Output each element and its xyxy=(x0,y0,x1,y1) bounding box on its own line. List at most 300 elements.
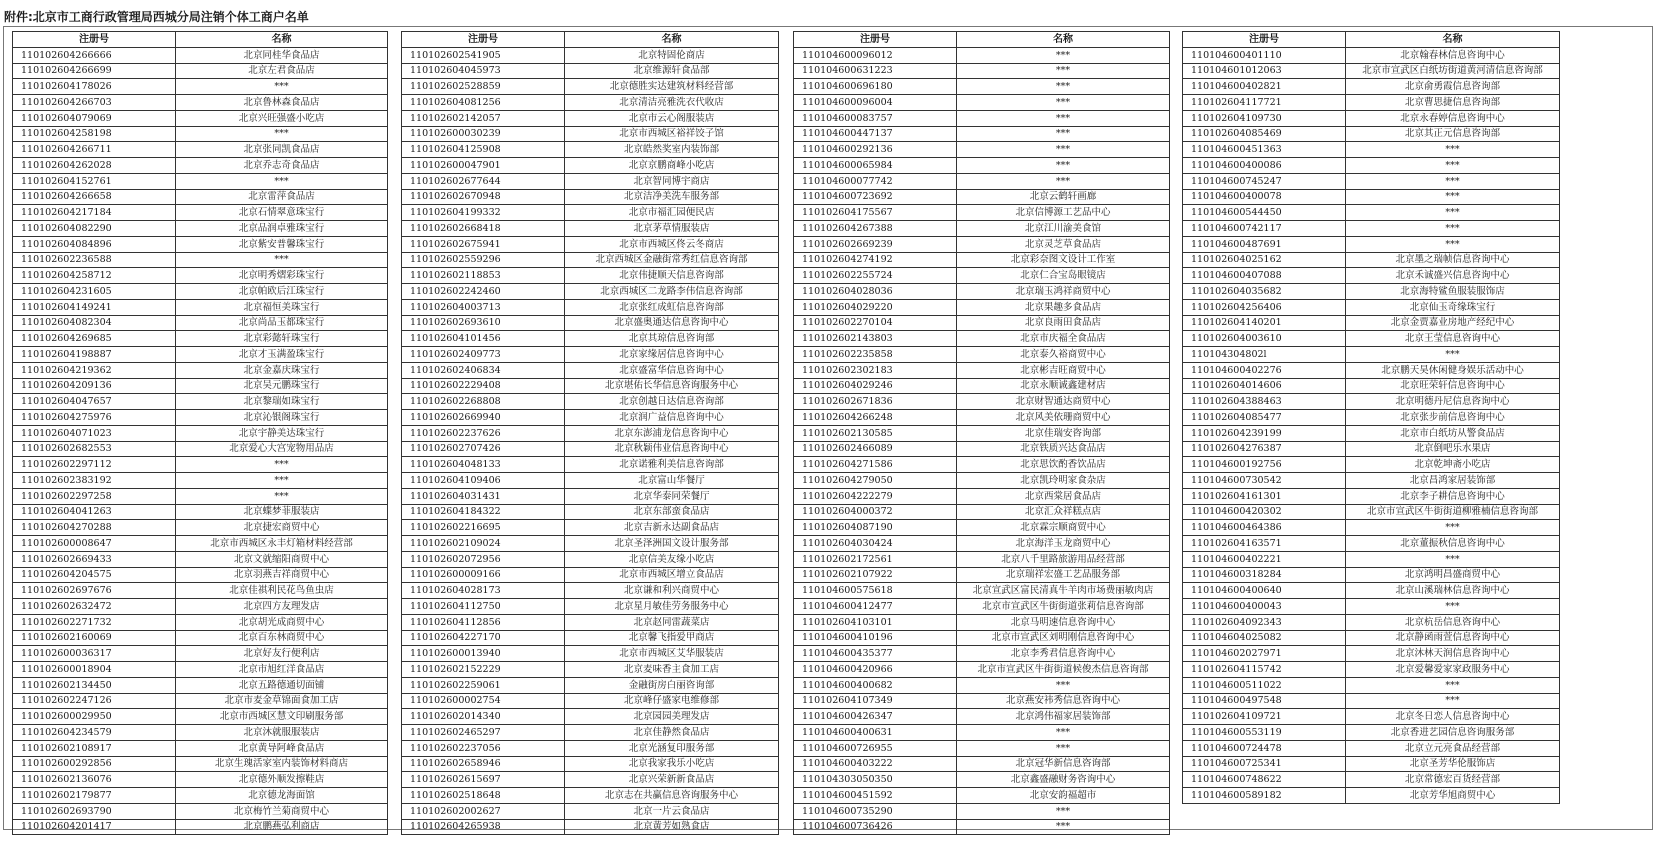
registration-number: 110102602693610 xyxy=(402,315,565,331)
registration-number: 110102604084896 xyxy=(13,236,176,252)
business-name: 北京文就缩阳商贸中心 xyxy=(176,551,388,567)
table-row xyxy=(402,63,779,79)
registration-number: 110102604256406 xyxy=(1183,299,1346,315)
business-name: 北京东澎浦龙信息咨询中心 xyxy=(565,425,779,441)
business-name: 北京冠华新信息咨询部 xyxy=(957,756,1170,772)
registration-number: 110102604045973 xyxy=(402,63,565,79)
table-row xyxy=(1183,504,1560,520)
business-name: *** xyxy=(176,126,388,142)
business-name: 北京四方友理发店 xyxy=(176,599,388,615)
business-name: 北京鸿伟福家居装饰部 xyxy=(957,709,1170,725)
table-row xyxy=(794,520,1170,536)
table-row xyxy=(402,614,779,630)
table-row xyxy=(402,709,779,725)
business-name: 北京信美友缘小吃店 xyxy=(565,551,779,567)
registration-number: 110102602270104 xyxy=(794,315,957,331)
table-row xyxy=(13,772,388,788)
registration-number: 110102604276387 xyxy=(1183,441,1346,457)
registration-number: 110102602707426 xyxy=(402,441,565,457)
business-name: *** xyxy=(1346,677,1560,693)
registration-number: 110104600575618 xyxy=(794,583,957,599)
registration-number: 110102604269685 xyxy=(13,331,176,347)
table-row xyxy=(402,536,779,552)
registration-number: 110102602658946 xyxy=(402,756,565,772)
table-row xyxy=(13,47,388,63)
business-name: 北京市西城区慧文印刷服务部 xyxy=(176,709,388,725)
table-row xyxy=(13,79,388,95)
business-name: 北京宇静美达珠宝行 xyxy=(176,425,388,441)
table-row xyxy=(402,236,779,252)
business-name: 北京好友行便利店 xyxy=(176,646,388,662)
registration-number: 110102604081256 xyxy=(402,95,565,111)
business-name: 北京燕安祎秀信息咨询中心 xyxy=(957,693,1170,709)
business-name: 北京永顺诚鑫建材店 xyxy=(957,378,1170,394)
table-row xyxy=(402,441,779,457)
table-row xyxy=(402,299,779,315)
business-name: *** xyxy=(957,142,1170,158)
registration-number: 110104600735290 xyxy=(794,803,957,819)
registration-number: 110102602518648 xyxy=(402,788,565,804)
business-name: 北京江川渝美食馆 xyxy=(957,221,1170,237)
table-row xyxy=(1183,457,1560,473)
registration-number: 110102604262028 xyxy=(13,158,176,174)
business-name: 北京圣芳华伦服饰店 xyxy=(1346,756,1560,772)
table-row xyxy=(402,756,779,772)
registration-number: 110102602072956 xyxy=(402,551,565,567)
table-row xyxy=(402,362,779,378)
table-row xyxy=(402,803,779,819)
table-row xyxy=(402,504,779,520)
table-row xyxy=(402,457,779,473)
table-row xyxy=(13,504,388,520)
business-name: 北京堪佑长华信息咨询服务中心 xyxy=(565,378,779,394)
business-name: *** xyxy=(1346,205,1560,221)
business-name: 北京星月敏佳劳务服务中心 xyxy=(565,599,779,615)
business-name: 北京光涵复印服务部 xyxy=(565,740,779,756)
business-name: *** xyxy=(957,126,1170,142)
business-name: 北京市宣武区牛街街道柳雅楠信息咨询部 xyxy=(1346,504,1560,520)
table-row xyxy=(1183,441,1560,457)
business-name: 北京紫安普馨珠宝行 xyxy=(176,236,388,252)
table-row xyxy=(13,347,388,363)
table-row xyxy=(13,410,388,426)
business-name: 北京生瑰活家室内装饰材料商店 xyxy=(176,756,388,772)
business-name: 北京黄芳如熟食店 xyxy=(565,819,779,835)
table-row xyxy=(794,331,1170,347)
registration-number: 110102604161301 xyxy=(1183,488,1346,504)
table-row xyxy=(402,551,779,567)
table-row xyxy=(13,803,388,819)
business-name: *** xyxy=(176,173,388,189)
registration-number: 110104600723692 xyxy=(794,189,957,205)
table-row xyxy=(402,126,779,142)
business-name: 北京鹏天昊休闲健身娱乐活动中心 xyxy=(1346,362,1560,378)
registration-number: 110102602160069 xyxy=(13,630,176,646)
registration-number: 110104600435377 xyxy=(794,646,957,662)
registration-number: 110104600401110 xyxy=(1183,47,1346,63)
registration-number: 110102604239199 xyxy=(1183,425,1346,441)
business-name: 北京石情翠意珠宝行 xyxy=(176,205,388,221)
table-row xyxy=(13,536,388,552)
table-header-row xyxy=(13,32,388,48)
registration-number: 110102604117721 xyxy=(1183,95,1346,111)
registration-number: 110102604140201 xyxy=(1183,315,1346,331)
business-name: 北京峰仔盛家电维修部 xyxy=(565,693,779,709)
business-name: *** xyxy=(957,47,1170,63)
business-name: 北京仁合宝岛眼镜店 xyxy=(957,268,1170,284)
registration-number: 110104600451592 xyxy=(794,788,957,804)
registration-number: 110102604149241 xyxy=(13,299,176,315)
business-name: 北京马明速信息咨询中心 xyxy=(957,614,1170,630)
business-name: 北京仙玉奇缘珠宝行 xyxy=(1346,299,1560,315)
table-row xyxy=(402,252,779,268)
header-code: 注册号 xyxy=(13,32,176,48)
table-row xyxy=(13,551,388,567)
table-row xyxy=(794,536,1170,552)
registration-number: 110102604047657 xyxy=(13,394,176,410)
business-name: 北京八千里路旅游用品经营部 xyxy=(957,551,1170,567)
table-row xyxy=(402,284,779,300)
table-row xyxy=(794,173,1170,189)
table-row xyxy=(13,221,388,237)
business-name: 北京市西城区裕祥饺子馆 xyxy=(565,126,779,142)
registration-number: 110102602669940 xyxy=(402,410,565,426)
registration-number: 110102602541905 xyxy=(402,47,565,63)
table-row xyxy=(1183,110,1560,126)
table-row xyxy=(794,63,1170,79)
business-name: 北京其琼信息咨询部 xyxy=(565,331,779,347)
registration-number: 110102602237056 xyxy=(402,740,565,756)
business-name: 北京宣武区富民清真牛羊肉市场费丽敏肉店 xyxy=(957,583,1170,599)
registration-number: 110104600402821 xyxy=(1183,79,1346,95)
business-name: 北京麦味香主食加工店 xyxy=(565,662,779,678)
registration-number: 110102602669239 xyxy=(794,236,957,252)
registration-number: 110102604028036 xyxy=(794,284,957,300)
header-code: 注册号 xyxy=(1183,32,1346,48)
business-name: 北京果趣多食品店 xyxy=(957,299,1170,315)
table-row xyxy=(13,425,388,441)
table-row xyxy=(402,677,779,693)
business-name: *** xyxy=(957,158,1170,174)
business-name: 北京润广益信息咨询中心 xyxy=(565,410,779,426)
registration-number: 110102602669433 xyxy=(13,551,176,567)
registration-number: 110104600447137 xyxy=(794,126,957,142)
registration-number: 110104600724478 xyxy=(1183,740,1346,756)
registration-number: 110102602172561 xyxy=(794,551,957,567)
registration-number: 110102602014340 xyxy=(402,709,565,725)
registration-number: 110102602216695 xyxy=(402,520,565,536)
business-name: 北京爱心大宫宠物用品店 xyxy=(176,441,388,457)
header-code: 注册号 xyxy=(402,32,565,48)
table-row xyxy=(13,173,388,189)
registration-number: 110102604030424 xyxy=(794,536,957,552)
table-row xyxy=(794,457,1170,473)
registration-number: 110102602466089 xyxy=(794,441,957,457)
table-row xyxy=(794,142,1170,158)
registration-number: 110104600726955 xyxy=(794,740,957,756)
business-name: 北京瑞玉鸿祥商贸中心 xyxy=(957,284,1170,300)
registration-number: 110102602130585 xyxy=(794,425,957,441)
table-row xyxy=(1183,709,1560,725)
business-name: 北京兴旺强盛小吃店 xyxy=(176,110,388,126)
business-name: 北京信博源工艺品中心 xyxy=(957,205,1170,221)
registration-number: 110104600736426 xyxy=(794,819,957,835)
business-name: 北京市麦金草锦面食加工店 xyxy=(176,693,388,709)
business-name: 北京德胜实达建筑材料经营部 xyxy=(565,79,779,95)
business-name: *** xyxy=(957,95,1170,111)
registration-number: 110102604125908 xyxy=(402,142,565,158)
registration-number: 110104600544450 xyxy=(1183,205,1346,221)
business-name: 北京倒吧乐水果店 xyxy=(1346,441,1560,457)
registration-number: 110102600030239 xyxy=(402,126,565,142)
business-name: 北京特固伦商店 xyxy=(565,47,779,63)
registration-number: 110104600292136 xyxy=(794,142,957,158)
registration-number: 110104600083757 xyxy=(794,110,957,126)
business-name: 北京市西城区增立食品店 xyxy=(565,567,779,583)
registration-number: 110104600589182 xyxy=(1183,788,1346,804)
registration-number: 110104600192756 xyxy=(1183,457,1346,473)
registration-number: 110102600047901 xyxy=(402,158,565,174)
header-name: 名称 xyxy=(176,32,388,48)
table-row xyxy=(13,252,388,268)
business-name: *** xyxy=(957,803,1170,819)
business-name: 北京志在共赢信息咨询服务中心 xyxy=(565,788,779,804)
business-name: 北京市宣武区白纸坊街道黄河清信息咨询部 xyxy=(1346,63,1560,79)
business-name: 北京东部蛮食品店 xyxy=(565,504,779,520)
table-row xyxy=(794,441,1170,457)
business-name: 北京汇众祥糕点店 xyxy=(957,504,1170,520)
business-name: 北京帕欧后江珠宝行 xyxy=(176,284,388,300)
business-name: *** xyxy=(1346,551,1560,567)
table-row xyxy=(1183,315,1560,331)
table-row xyxy=(794,614,1170,630)
table-row xyxy=(794,378,1170,394)
table-row xyxy=(794,662,1170,678)
business-name: 北京翰春林信息咨询中心 xyxy=(1346,47,1560,63)
table-row xyxy=(402,583,779,599)
business-name: 北京百东林商贸中心 xyxy=(176,630,388,646)
business-name: 北京创越日达信息咨询部 xyxy=(565,394,779,410)
registration-number: 110104600400682 xyxy=(794,677,957,693)
table-row xyxy=(13,142,388,158)
business-name: 北京盛富华信息咨询中心 xyxy=(565,362,779,378)
business-name: *** xyxy=(1346,347,1560,363)
table-row xyxy=(794,583,1170,599)
registration-number: 110102602302183 xyxy=(794,362,957,378)
business-name: 北京乾坤斋小吃店 xyxy=(1346,457,1560,473)
business-name: 北京良雨田食品店 xyxy=(957,315,1170,331)
business-name: 北京羽燕吉祥商贸中心 xyxy=(176,567,388,583)
table-row xyxy=(13,599,388,615)
header-code: 注册号 xyxy=(794,32,957,48)
table-row xyxy=(13,630,388,646)
table-row xyxy=(13,394,388,410)
table-row xyxy=(794,772,1170,788)
business-name: 北京金贾嘉业房地产经纪中心 xyxy=(1346,315,1560,331)
registration-number: 110102604219362 xyxy=(13,362,176,378)
registration-number: 110102604227170 xyxy=(402,630,565,646)
registration-number: 110102604025162 xyxy=(1183,252,1346,268)
business-name: 北京市云心阁服装店 xyxy=(565,110,779,126)
registration-number: 110102604266658 xyxy=(13,189,176,205)
table-row xyxy=(1183,599,1560,615)
registration-number: 110102604071023 xyxy=(13,425,176,441)
table-row xyxy=(1183,331,1560,347)
business-name: 北京市西城区艾华服装店 xyxy=(565,646,779,662)
registration-number: 110102602236588 xyxy=(13,252,176,268)
business-name: 北京风美依珊商贸中心 xyxy=(957,410,1170,426)
table-row xyxy=(13,614,388,630)
table-row xyxy=(1183,95,1560,111)
table-row xyxy=(402,158,779,174)
business-name: *** xyxy=(1346,173,1560,189)
business-name: 北京市福汇园便民店 xyxy=(565,205,779,221)
business-name: 北京香进艺园信息咨询服务部 xyxy=(1346,725,1560,741)
table-row xyxy=(13,740,388,756)
business-name: *** xyxy=(957,819,1170,835)
business-name: 北京才玉满盈珠宝行 xyxy=(176,347,388,363)
registration-number: 110104600318284 xyxy=(1183,567,1346,583)
business-name: 北京京鹏商峰小吃店 xyxy=(565,158,779,174)
table-row xyxy=(1183,740,1560,756)
table-row xyxy=(1183,677,1560,693)
table-row xyxy=(13,693,388,709)
register-table-4 xyxy=(1182,31,1560,804)
business-name: 北京昌鸿家居装饰部 xyxy=(1346,473,1560,489)
table-row xyxy=(1183,221,1560,237)
table-row xyxy=(1183,299,1560,315)
table-row xyxy=(1183,551,1560,567)
business-name: 北京永春婷信息咨询中心 xyxy=(1346,110,1560,126)
table-row xyxy=(402,142,779,158)
business-name: 北京梅竹兰菊商贸中心 xyxy=(176,803,388,819)
registration-number: 110102602693790 xyxy=(13,803,176,819)
table-row xyxy=(13,331,388,347)
registration-number: 110102602632472 xyxy=(13,599,176,615)
business-name: 北京西棠居食品店 xyxy=(957,488,1170,504)
table-row xyxy=(402,567,779,583)
registration-number: 110102602107922 xyxy=(794,567,957,583)
table-row xyxy=(13,819,388,835)
business-name: *** xyxy=(957,110,1170,126)
business-name: 北京凯玲明家食杂店 xyxy=(957,473,1170,489)
registration-number: 110102604014606 xyxy=(1183,378,1346,394)
business-name: 北京富山华餐厅 xyxy=(565,473,779,489)
registration-number: 110104600464386 xyxy=(1183,520,1346,536)
registration-number: 110104600407088 xyxy=(1183,268,1346,284)
business-name: *** xyxy=(1346,158,1560,174)
registration-number: 110104600696180 xyxy=(794,79,957,95)
business-name: *** xyxy=(1346,693,1560,709)
table-row xyxy=(1183,725,1560,741)
table-row xyxy=(402,410,779,426)
table-row xyxy=(1183,614,1560,630)
business-name: *** xyxy=(957,79,1170,95)
table-row xyxy=(1183,378,1560,394)
table-row xyxy=(402,378,779,394)
business-name: *** xyxy=(176,79,388,95)
registration-number: 110102604217184 xyxy=(13,205,176,221)
registration-number: 110102602677644 xyxy=(402,173,565,189)
business-name: 北京芳华旭商贸中心 xyxy=(1346,788,1560,804)
table-row xyxy=(794,158,1170,174)
registration-number: 110104600400640 xyxy=(1183,583,1346,599)
table-row xyxy=(402,646,779,662)
registration-number: 110104600631223 xyxy=(794,63,957,79)
registration-number: 110102602235858 xyxy=(794,347,957,363)
business-name: 北京明秀熠彩珠宝行 xyxy=(176,268,388,284)
table-row xyxy=(1183,79,1560,95)
registration-number: 110102602255724 xyxy=(794,268,957,284)
registration-number: 110102604266711 xyxy=(13,142,176,158)
table-row xyxy=(1183,347,1560,363)
table-row xyxy=(794,236,1170,252)
registration-number: 110104600553119 xyxy=(1183,725,1346,741)
registration-number: 110102602179877 xyxy=(13,788,176,804)
table-row xyxy=(794,394,1170,410)
table-row xyxy=(13,110,388,126)
business-name: 北京胡光成商贸中心 xyxy=(176,614,388,630)
registration-number: 110104600096004 xyxy=(794,95,957,111)
registration-number: 110102602668418 xyxy=(402,221,565,237)
registration-number: 110102602406834 xyxy=(402,362,565,378)
business-name: 北京鲁林森食品店 xyxy=(176,95,388,111)
registration-number: 110102602297258 xyxy=(13,488,176,504)
business-name: 北京赵同雷蔬菜店 xyxy=(565,614,779,630)
registration-number: 110102602615697 xyxy=(402,772,565,788)
business-name: 北京诺雅利美信息咨询部 xyxy=(565,457,779,473)
registration-number: 110102604085477 xyxy=(1183,410,1346,426)
registration-number: 110104600065984 xyxy=(794,158,957,174)
registration-number: 110102604031431 xyxy=(402,488,565,504)
table-row xyxy=(13,284,388,300)
table-row xyxy=(794,268,1170,284)
table-row xyxy=(1183,662,1560,678)
table-row xyxy=(13,646,388,662)
registration-number: 110102604266703 xyxy=(13,95,176,111)
table-row xyxy=(1183,158,1560,174)
business-name: 北京福恒美珠宝行 xyxy=(176,299,388,315)
registration-number: 110102604222279 xyxy=(794,488,957,504)
table-row xyxy=(402,189,779,205)
table-row xyxy=(13,268,388,284)
registration-number: 110102600008647 xyxy=(13,536,176,552)
business-name: 北京常德宏百货经营部 xyxy=(1346,772,1560,788)
registration-number: 110104600403222 xyxy=(794,756,957,772)
registration-number: 110102604112856 xyxy=(402,614,565,630)
table-row xyxy=(13,441,388,457)
table-header-row xyxy=(1183,32,1560,48)
table-row xyxy=(794,425,1170,441)
registration-number: 110102602528859 xyxy=(402,79,565,95)
business-name: *** xyxy=(957,63,1170,79)
registration-number: 110102602002627 xyxy=(402,803,565,819)
table-row xyxy=(402,173,779,189)
registration-number: 110104600400631 xyxy=(794,725,957,741)
table-row xyxy=(402,347,779,363)
table-row xyxy=(1183,772,1560,788)
table-row xyxy=(1183,756,1560,772)
table-row xyxy=(13,362,388,378)
business-name: *** xyxy=(957,725,1170,741)
table-row xyxy=(794,725,1170,741)
registration-number: 110102600029950 xyxy=(13,709,176,725)
table-row xyxy=(794,693,1170,709)
business-name: 北京圣泽洲国文设计服务部 xyxy=(565,536,779,552)
business-name: 北京静函雨萱信息咨询中心 xyxy=(1346,630,1560,646)
registration-number: 110102604003713 xyxy=(402,299,565,315)
business-name: 北京左君食品店 xyxy=(176,63,388,79)
